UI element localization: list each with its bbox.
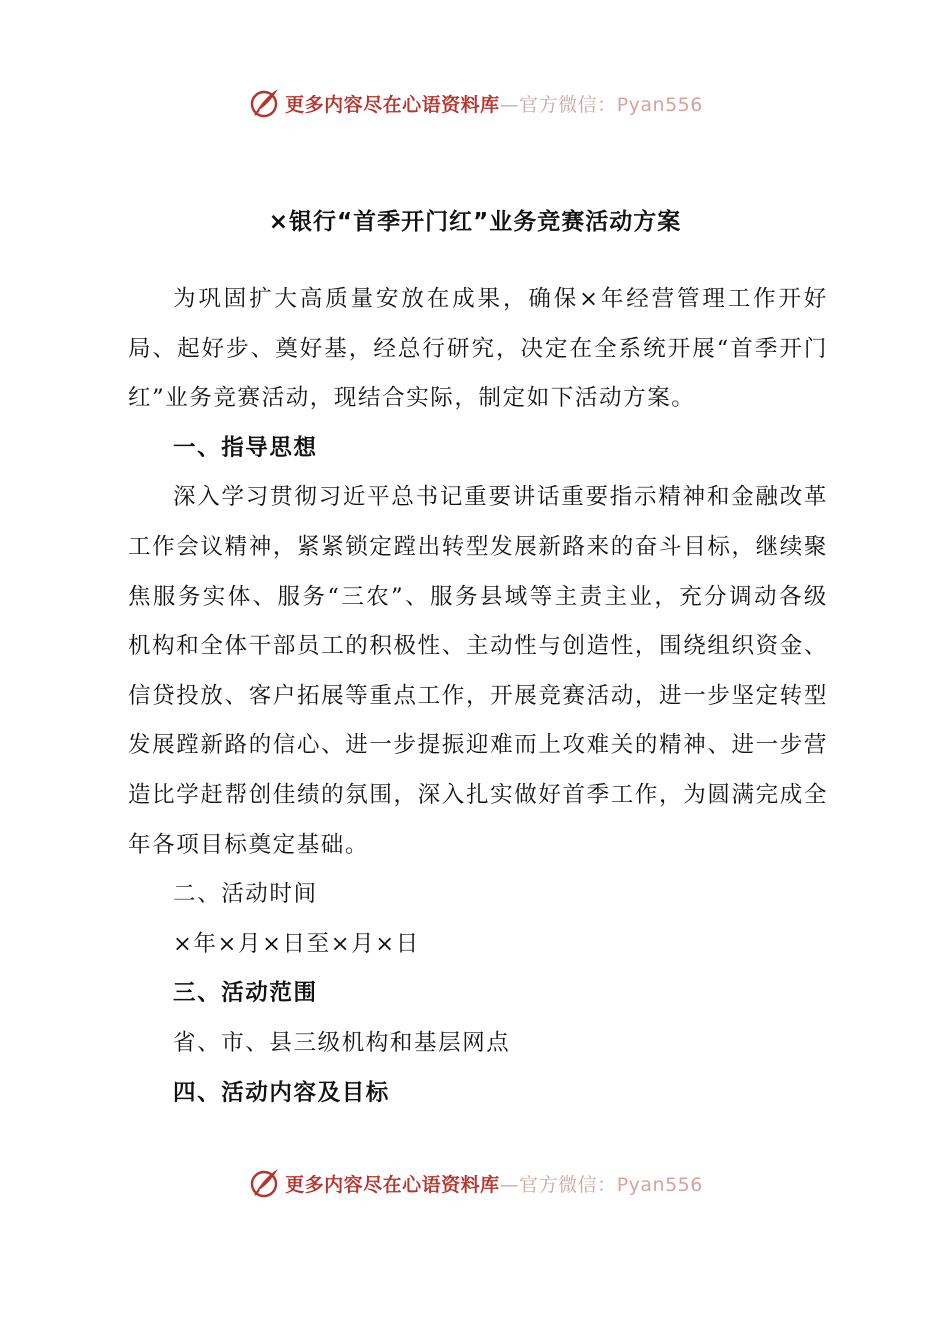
watermark-separator: — xyxy=(499,1173,520,1196)
section-body-activity-scope: 省、市、县三级机构和基层网点 xyxy=(173,1029,511,1056)
watermark-brand: 更多内容尽在心语资料库 xyxy=(285,1173,500,1196)
section-body-guiding-ideology: 深入学习贯彻习近平总书记重要讲话重要指示精神和金融改革工作会议精神，紧紧锁定蹚出转型发展新路来的奋斗目标，继续聚焦服务实体、服务“三农”、服务县域等主责主业，充分调动各级机构和全体干部员工的积极性、主动性与创造性，围绕组织资金、信贷投放、客户拓展等重点工作，开展竞赛活动，进一步坚定转型发展蹚新路的信心、进一步提振迎难而上攻难关的精神、进一步营造比学赶帮创佳绩的氛围，深入扎实做好首季工作，为圆满完成全年各项目标奠定基础。 xyxy=(128,484,828,858)
document-title: ×银行“首季开门红”业务竞赛活动方案 xyxy=(268,209,682,235)
quill-pen-logo-icon xyxy=(247,86,281,120)
section-heading-activity-time: 二、活动时间 xyxy=(173,881,318,908)
watermark-contact-id: Pyan556 xyxy=(616,93,703,116)
watermark-text xyxy=(285,1170,703,1197)
quill-pen-logo-icon xyxy=(247,1166,281,1200)
section-heading-activity-scope: 三、活动范围 xyxy=(173,980,318,1007)
document-body xyxy=(128,275,828,1118)
watermark-contact-label: 官方微信： xyxy=(519,1173,617,1196)
watermark-contact-label: 官方微信： xyxy=(519,93,617,116)
footer-watermark xyxy=(0,1163,950,1203)
watermark-contact-id: Pyan556 xyxy=(616,1173,703,1196)
watermark-text xyxy=(285,90,703,117)
section-body-activity-time: ×年×月×日至×月×日 xyxy=(173,930,420,957)
header-watermark xyxy=(0,83,950,123)
section-heading-guiding-ideology: 一、指导思想 xyxy=(173,434,318,461)
watermark-separator: — xyxy=(499,93,520,116)
section-heading-content-goals: 四、活动内容及目标 xyxy=(173,1079,390,1106)
intro-paragraph: 为巩固扩大高质量安放在成果，确保×年经营管理工作开好局、起好步、奠好基，经总行研究，决定在全系统开展“首季开门红”业务竞赛活动，现结合实际，制定如下活动方案。 xyxy=(128,286,828,412)
watermark-brand: 更多内容尽在心语资料库 xyxy=(285,93,500,116)
